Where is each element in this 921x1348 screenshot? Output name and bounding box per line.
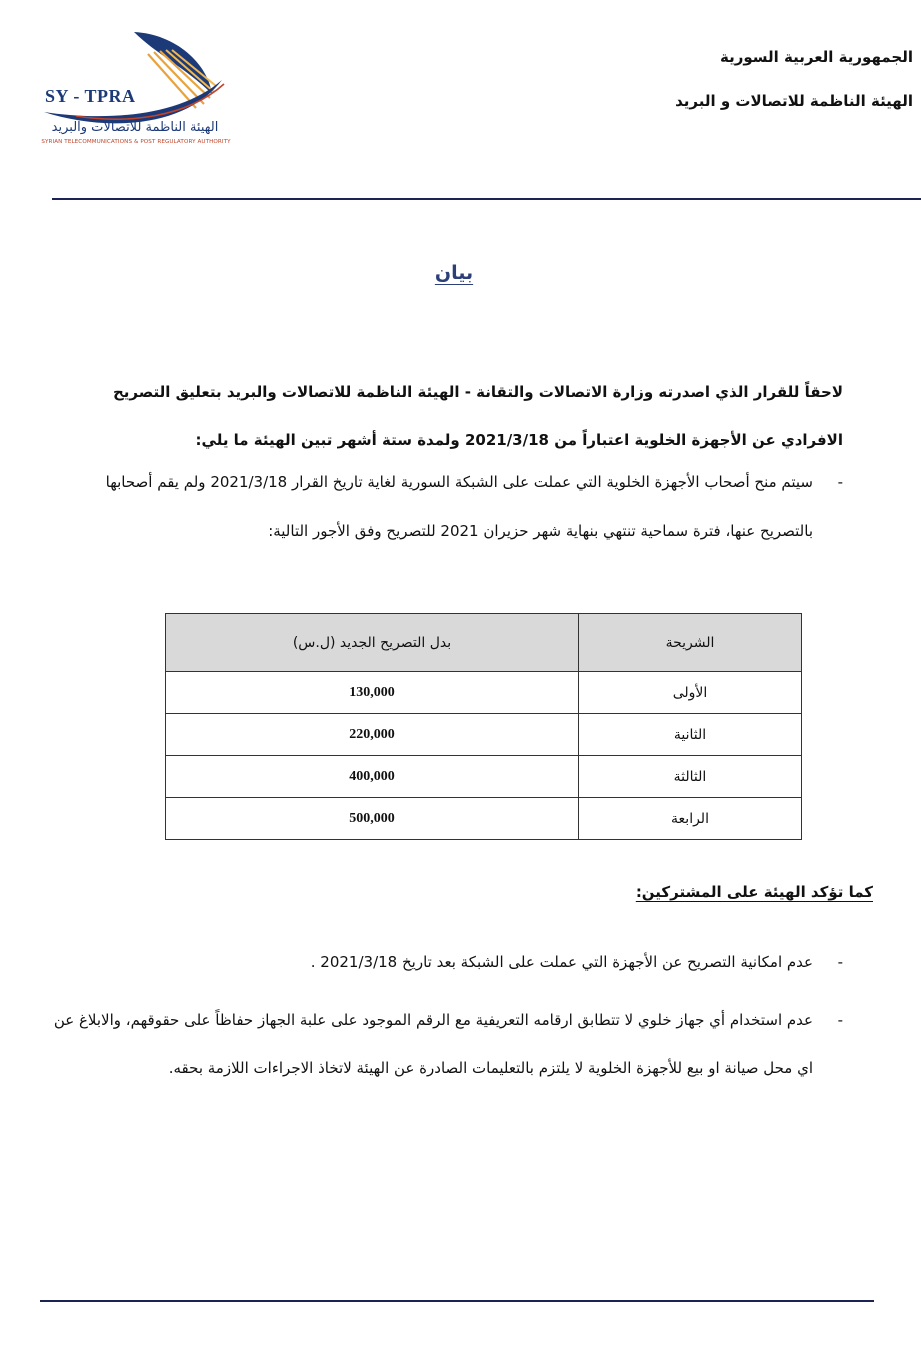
- bullet-imei-warning: عدم استخدام أي جهاز خلوي لا تتطابق ارقامه التعريفية مع الرقم الموجود على علبة الجهاز حفاظاً على حقوقهم، والابلاغ عن اي محل صيانة او بيع للأجهزة الخلوية لا يلتزم بالتعليمات الصادرة عن الهيئة لاتخاذ الاجراءات اللازمة بحقه.: [53, 1011, 813, 1077]
- header-category: الشريحة: [579, 614, 802, 672]
- table-row: [166, 798, 802, 840]
- header-country: الجمهورية العربية السورية: [720, 48, 913, 66]
- table-row: [166, 672, 802, 714]
- row-category: الثالثة: [579, 756, 802, 798]
- bullet-grace-period: سيتم منح أصحاب الأجهزة الخلوية التي عملت على الشبكة السورية لغاية تاريخ القرار 2021/3/18 ولم يقم أصحابها بالتصريح عنها، فترة سماحية تنتهي بنهاية شهر حزيران 2021 للتصريح وفق الأجور التالية:: [105, 473, 813, 540]
- logo-abbreviation: SY - TPRA: [45, 86, 136, 106]
- row-category: الثانية: [579, 714, 802, 756]
- table-header-row: [166, 614, 802, 672]
- footer-divider: [40, 1300, 874, 1302]
- row-fee: 220,000: [166, 714, 579, 756]
- row-fee: 500,000: [166, 798, 579, 840]
- fees-table: [165, 613, 802, 840]
- bullet-dash-1: -: [837, 473, 843, 491]
- row-fee: 130,000: [166, 672, 579, 714]
- table-row: [166, 714, 802, 756]
- document-title: بيان: [434, 262, 474, 284]
- logo-arabic-name: الهيئة الناظمة للاتصالات والبريد: [51, 120, 219, 135]
- row-fee: 400,000: [166, 756, 579, 798]
- bullet-dash-3: -: [837, 1011, 843, 1029]
- intro-paragraph: لاحقاً للقرار الذي اصدرته وزارة الاتصالات والتقانة - الهيئة الناظمة للاتصالات والبريد بتعليق التصريح الافرادي عن الأجهزة الخلوية اعتباراً من 2021/3/18 ولمدة ستة أشهر تبين الهيئة ما يلي:: [112, 383, 843, 449]
- bullet-no-registration: عدم امكانية التصريح عن الأجهزة التي عملت على الشبكة بعد تاريخ 2021/3/18 .: [310, 953, 813, 971]
- logo-english-name: SYRIAN TELECOMMUNICATIONS & POST REGULATORY AUTHORITY: [41, 139, 231, 145]
- header-divider: [52, 198, 921, 200]
- row-category: الرابعة: [579, 798, 802, 840]
- bullet-dash-2: -: [837, 953, 843, 971]
- row-category: الأولى: [579, 672, 802, 714]
- header-fee: بدل التصريح الجديد (ل.س): [166, 614, 579, 672]
- table-row: [166, 756, 802, 798]
- header-authority: الهيئة الناظمة للاتصالات و البريد: [675, 92, 913, 110]
- subscribers-subheading: كما تؤكد الهيئة على المشتركين:: [635, 883, 873, 901]
